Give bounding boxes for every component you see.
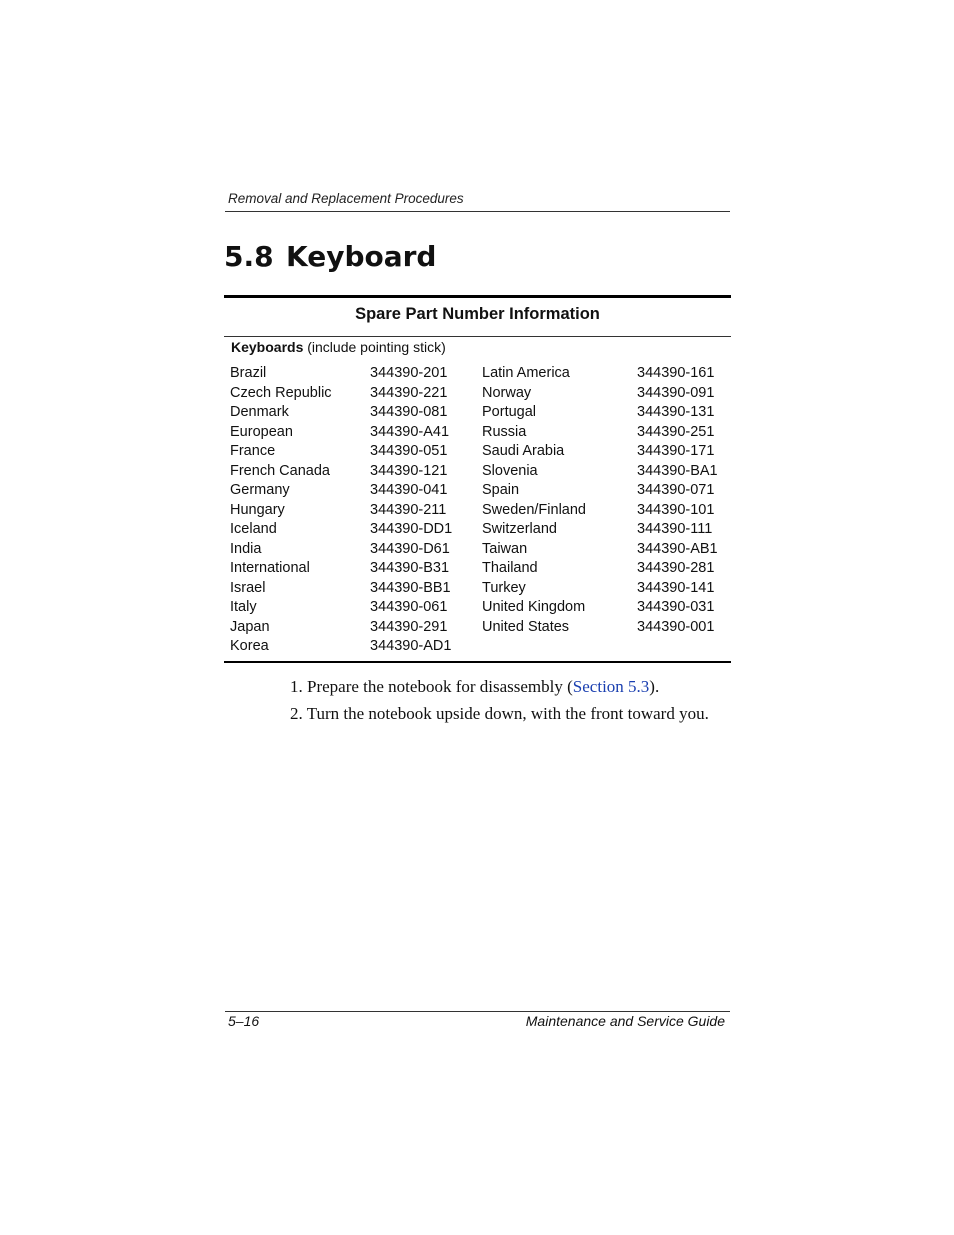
part-number-cell: 344390-AD1	[370, 638, 452, 654]
part-number-cell: 344390-071	[637, 482, 715, 498]
step-number: 1.	[290, 677, 303, 696]
country-cell: Denmark	[230, 404, 289, 420]
table-caption-rule	[224, 336, 731, 337]
section-title	[224, 240, 436, 273]
table-row	[230, 384, 730, 404]
country-cell: Thailand	[482, 560, 538, 576]
table-row	[230, 559, 730, 579]
part-number-cell: 344390-B31	[370, 560, 450, 576]
table-row	[230, 637, 730, 657]
section-link[interactable]: Section 5.3	[572, 677, 650, 696]
country-cell: French Canada	[230, 462, 330, 479]
part-number-cell: 344390-031	[637, 599, 715, 615]
country-cell: Sweden/Finland	[482, 501, 586, 518]
header-rule	[225, 211, 730, 212]
procedure-steps	[290, 676, 709, 730]
country-cell: Japan	[230, 618, 270, 635]
table-row	[230, 403, 730, 423]
table-row	[230, 598, 730, 618]
country-cell: Turkey	[482, 579, 526, 596]
part-number-cell: 344390-D61	[370, 540, 450, 557]
country-cell: Spain	[482, 482, 520, 498]
country-cell: France	[230, 443, 276, 459]
table-row	[230, 364, 730, 384]
part-number-cell: 344390-051	[370, 443, 448, 459]
step-number: 2.	[290, 704, 303, 723]
country-cell: Israel	[230, 579, 266, 596]
section-number: 5.8	[224, 240, 274, 273]
country-cell: Switzerland	[482, 521, 557, 537]
part-number-cell: 344390-111	[637, 521, 713, 537]
parts-table	[230, 364, 730, 657]
country-cell: Saudi Arabia	[482, 443, 565, 459]
group-label-bold: Keyboards	[231, 339, 304, 355]
part-number-cell: 344390-091	[637, 384, 715, 401]
footer-rule	[225, 1011, 730, 1012]
table-row	[230, 579, 730, 599]
part-number-cell: 344390-DD1	[370, 521, 453, 537]
table-caption: Spare Part Number Information	[355, 305, 600, 323]
group-label-rest: (include pointing stick)	[303, 339, 446, 355]
table-row	[230, 540, 730, 560]
country-cell: International	[230, 560, 310, 576]
country-cell: Brazil	[230, 365, 267, 381]
country-cell: Czech Republic	[230, 384, 332, 401]
step-text: Turn the notebook upside down, with the front toward you.	[306, 704, 709, 723]
part-number-cell: 344390-221	[370, 384, 448, 401]
part-number-cell: 344390-161	[637, 365, 715, 381]
table-row	[230, 442, 730, 462]
country-cell: Latin America	[482, 365, 570, 381]
country-cell: Portugal	[482, 404, 537, 420]
table-row	[230, 501, 730, 521]
step-text: Prepare the notebook for disassembly (	[307, 677, 573, 696]
country-cell: Germany	[230, 482, 290, 498]
country-cell: Russia	[482, 423, 527, 440]
country-cell: Norway	[482, 384, 532, 401]
part-number-cell: 344390-281	[637, 560, 715, 576]
part-number-cell: 344390-061	[370, 599, 448, 615]
step-text-end: ).	[649, 677, 660, 696]
country-cell: India	[230, 540, 262, 557]
part-number-cell: 344390-041	[370, 482, 448, 498]
part-number-cell: 344390-BB1	[370, 579, 451, 596]
table-row	[230, 481, 730, 501]
country-cell: European	[230, 423, 293, 440]
table-row	[230, 520, 730, 540]
country-cell: United Kingdom	[482, 599, 586, 615]
footer-guide-title: Maintenance and Service Guide	[525, 1013, 725, 1029]
part-number-cell: 344390-171	[637, 443, 715, 459]
part-number-cell: 344390-A41	[370, 423, 450, 440]
table-row	[230, 462, 730, 482]
table-group-label	[231, 339, 446, 355]
running-header: Removal and Replacement Procedures	[228, 191, 464, 206]
table-bottom-rule	[224, 661, 731, 663]
part-number-cell: 344390-131	[637, 404, 715, 420]
country-cell: Korea	[230, 638, 269, 654]
part-number-cell: 344390-201	[370, 365, 448, 381]
table-row	[230, 618, 730, 638]
part-number-cell: 344390-251	[637, 423, 715, 440]
part-number-cell: 344390-081	[370, 404, 448, 420]
country-cell: Iceland	[230, 521, 277, 537]
page-number: 5–16	[228, 1013, 260, 1029]
part-number-cell: 344390-291	[370, 618, 448, 635]
part-number-cell: 344390-AB1	[637, 540, 718, 557]
country-cell: Taiwan	[482, 540, 528, 557]
part-number-cell: 344390-101	[637, 501, 715, 518]
part-number-cell: 344390-211	[370, 501, 447, 518]
part-number-cell: 344390-001	[637, 618, 715, 635]
part-number-cell: 344390-BA1	[637, 462, 718, 479]
part-number-cell: 344390-141	[637, 579, 715, 596]
country-cell: Hungary	[230, 501, 285, 518]
section-name: Keyboard	[286, 240, 437, 273]
step-1	[290, 676, 709, 703]
country-cell: United States	[482, 618, 570, 635]
country-cell: Slovenia	[482, 462, 538, 479]
part-number-cell: 344390-121	[370, 462, 448, 479]
table-row	[230, 423, 730, 443]
step-2	[290, 703, 709, 730]
country-cell: Italy	[230, 599, 257, 615]
table-top-rule	[224, 295, 731, 298]
